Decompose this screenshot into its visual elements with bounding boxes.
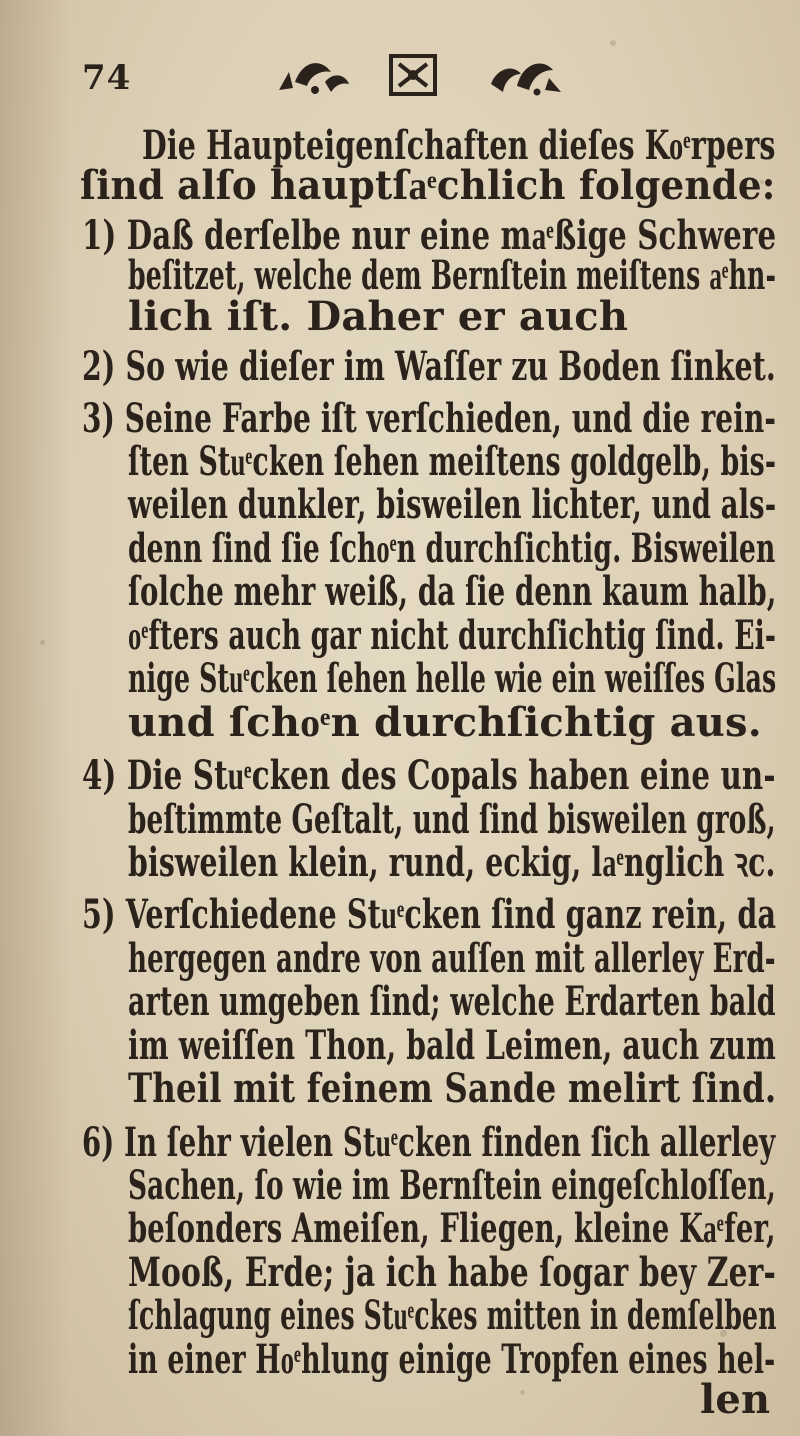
text-line: 5) Verſchiedene Stuͤcken ſind ganz rein, da [82,891,777,939]
text-line: 3) Seine Farbe iſt verſchieden, und die rein- [82,394,777,442]
text-line: ſten Stuͤcken ſehen meiſtens goldgelb, bis- [128,438,777,485]
text-line: hergegen andre von auſſen mit allerley Erd- [128,934,776,982]
floral-ornament-icon [275,52,353,98]
paper-speck [520,1390,525,1395]
text-line: 2) So wie dieſer im Waſſer zu Boden ſinket. [82,342,776,390]
text-line: denn ſind ſie ſchoͤn durchſichtig. Bisweilen [128,524,776,572]
text-line: weilen dunkler, bisweilen lichter, und als- [128,481,777,529]
text-line: Sachen, ſo wie im Bernſtein eingeſchloſſen, [128,1161,776,1209]
text-line: Theil mit feinem Sande melirt ſind. [128,1065,777,1112]
paper-speck [610,40,616,46]
page-edge-shadow [0,0,70,1436]
text-line: im weiſſen Thon, bald Leimen, auch zum [128,1021,776,1069]
text-line: arten umgeben ſind; welche Erdarten bald [128,978,776,1026]
text-line: ſolche mehr weiß, da ſie denn kaum halb, [128,568,777,616]
text-line: und ſchoͤn durchſichtig aus. [128,698,762,746]
text-line: nige Stuͤcken ſehen helle wie ein weiſſes Glas [128,655,777,703]
header-ornaments [275,52,575,100]
page-number: 74 [82,58,132,98]
text-line: Mooß, Erde; ja ich habe ſogar bey Zer- [128,1248,776,1296]
text-line: lich iſt. Daher er auch [128,292,629,340]
text-line: ſchlagung eines Stuͤckes mitten in demſelben [128,1292,777,1340]
text-line: beſitzet, welche dem Bernſtein meiſtens aͤhn- [128,252,777,300]
text-line: Die Haupteigenſchaften dieſes Koͤrpers [142,122,776,169]
text-line: beſonders Ameiſen, Fliegen, kleine Kaͤfer, [128,1205,776,1253]
text-line: 6) In ſehr vielen Stuͤcken finden ſich allerley [82,1118,776,1166]
text-line: oͤfters auch gar nicht durchſichtig ſind. Ei- [128,611,777,659]
text-line: in einer Hoͤhlung einige Tropfen eines hel- [128,1335,776,1383]
catchword: len [700,1376,771,1423]
floral-ornament-icon [487,52,565,98]
text-line: bisweilen klein, rund, eckig, laͤnglich ꝛc. [128,839,776,887]
text-line: beſtimmte Geſtalt, und ſind bisweilen groß, [128,795,776,843]
paper-speck [40,640,45,645]
text-line: ſind alſo hauptſaͤchlich folgende: [80,162,776,210]
text-line: 1) Daß derſelbe nur eine maͤßige Schwere [82,212,777,260]
square-ornament-icon [387,52,439,98]
text-line: 4) Die Stuͤcken des Copals haben eine un- [82,752,776,800]
